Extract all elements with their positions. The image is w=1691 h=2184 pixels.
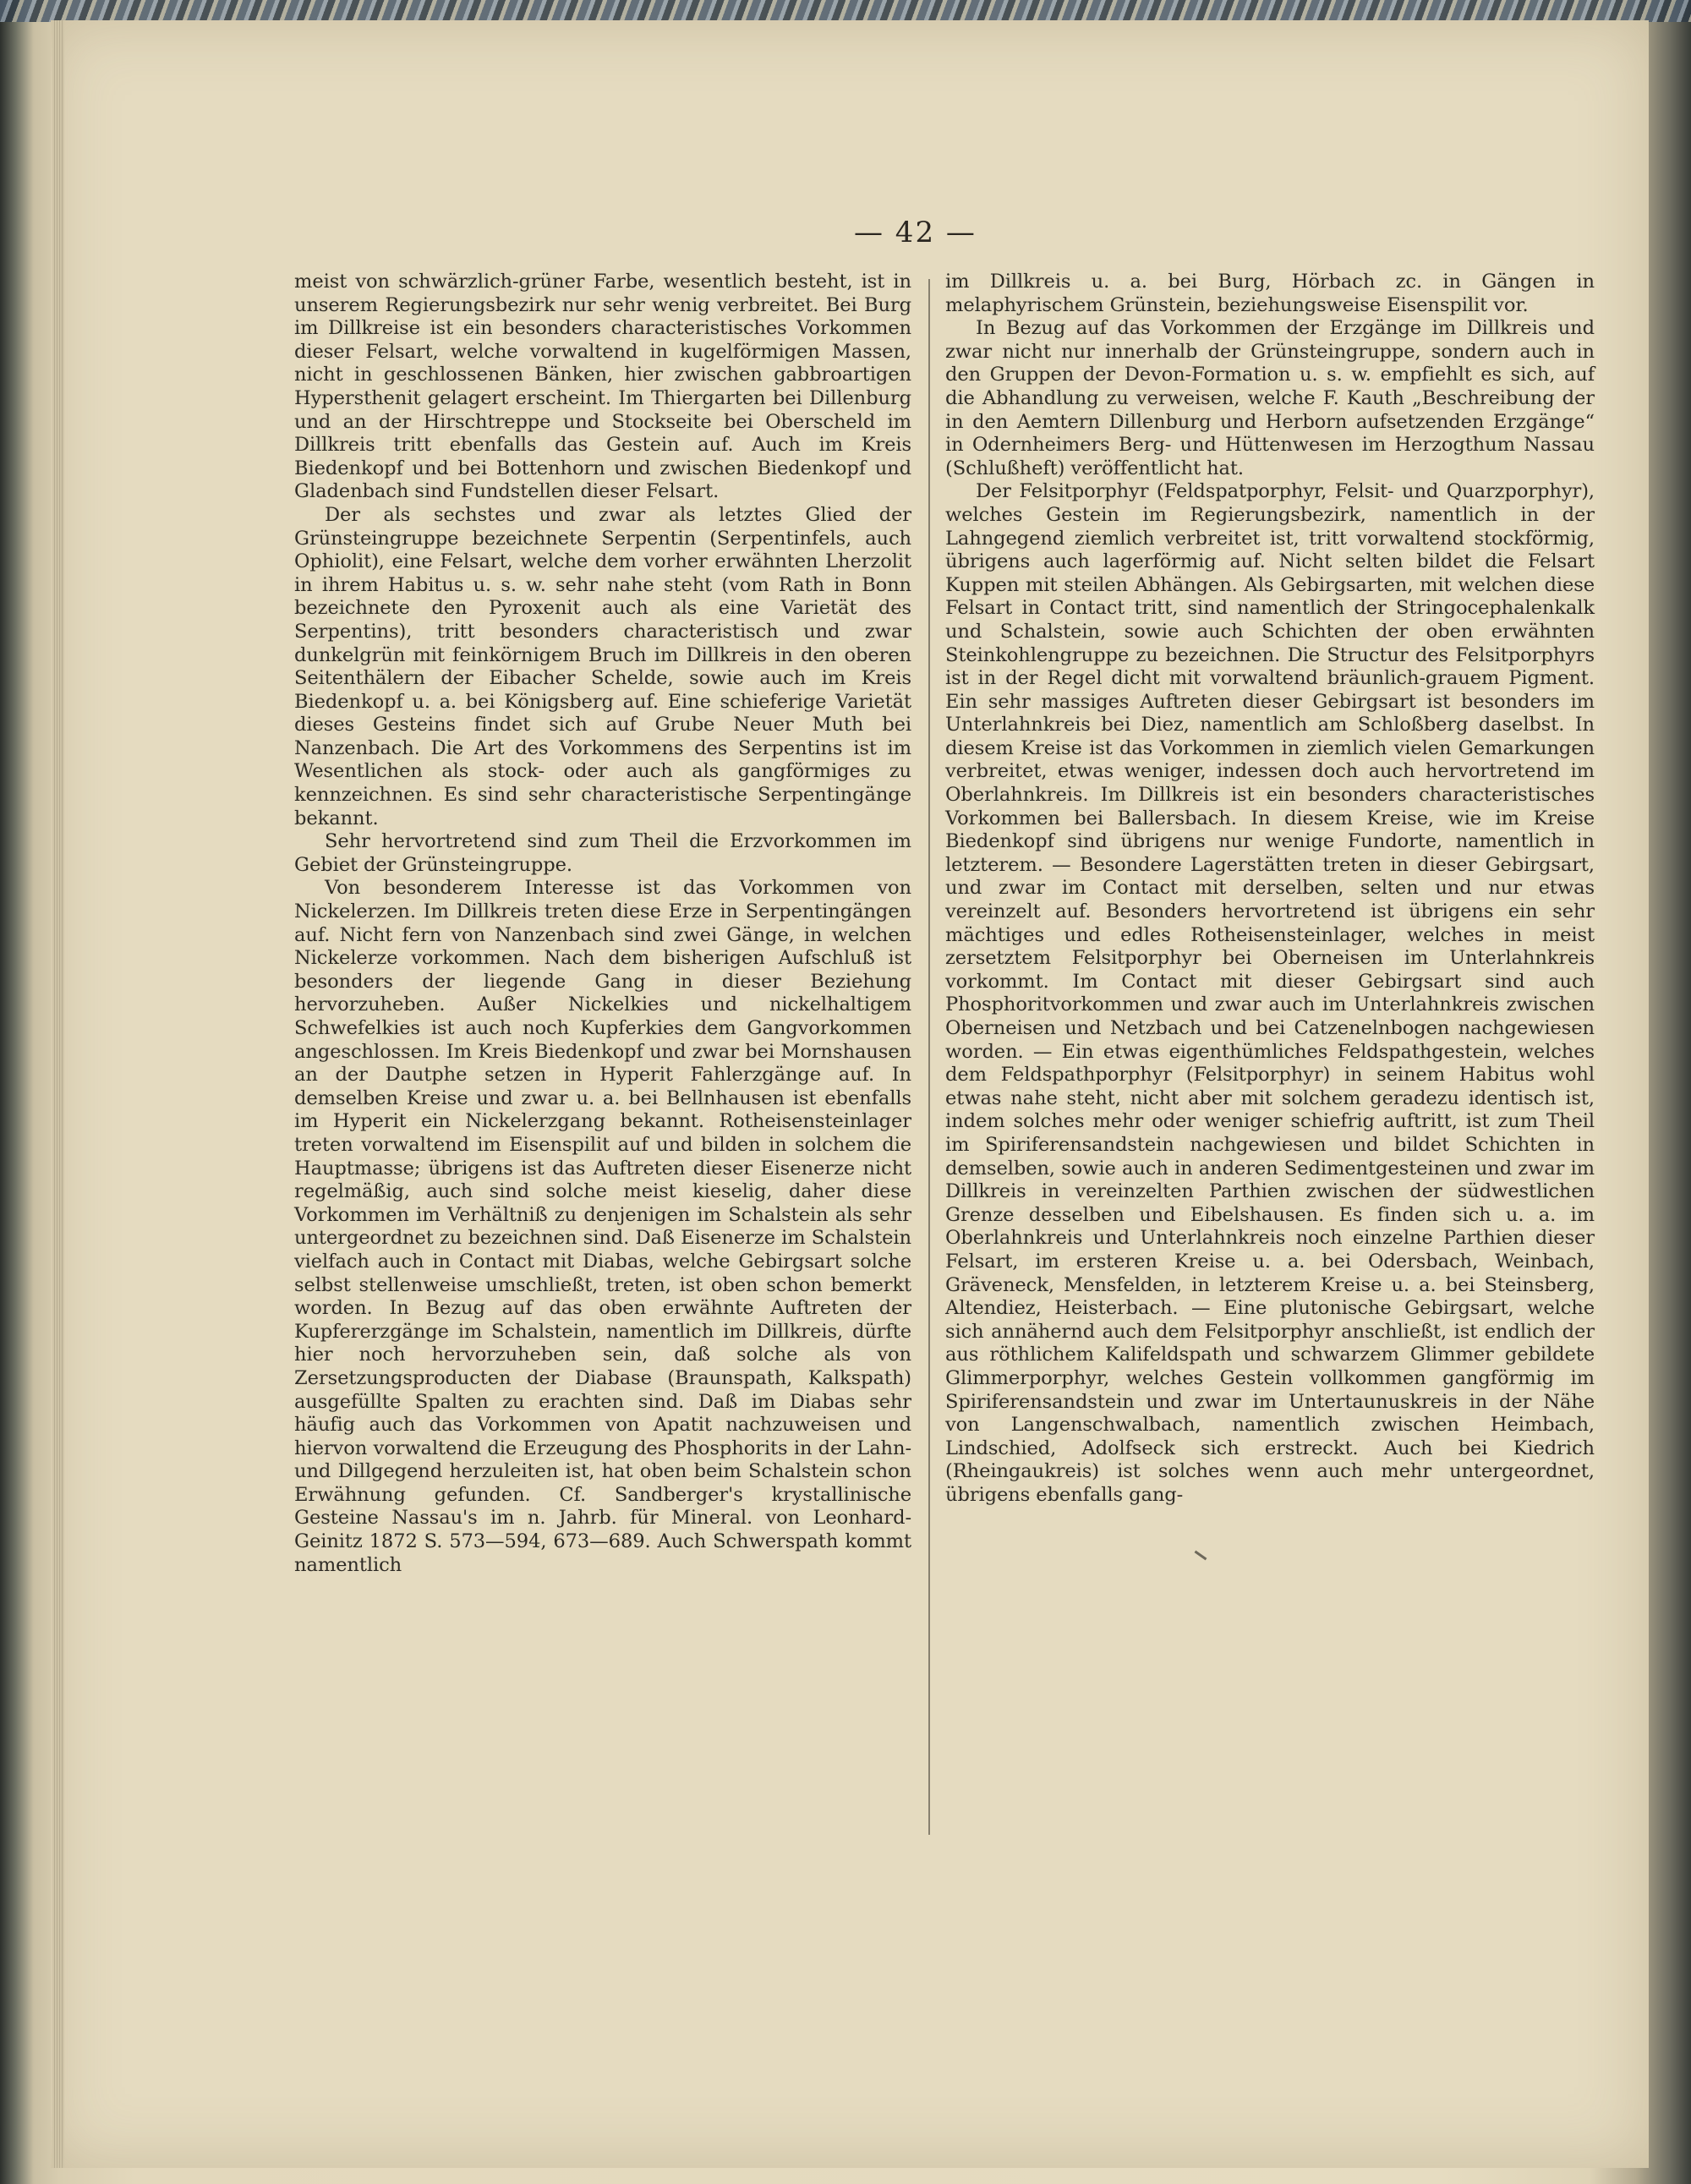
paragraph: im Dillkreis u. a. bei Burg, Hörbach zc. in Gängen in melaphyrischem Grünstein, beziehungsweise Eisenspilit vor. <box>945 271 1595 316</box>
right-column <box>945 271 1595 1843</box>
column-divider <box>928 279 930 1835</box>
paragraph: In Bezug auf das Vorkommen der Erzgänge im Dillkreis und zwar nicht nur innerhalb der Grünsteingruppe, sondern auch in den Gruppen der Devon-Formation u. s. w. empfiehlt es sich, auf die Abhandlung zu verweisen, welche F. Kauth „Beschreibung der in den Aemtern Dillenburg und Herborn aufsetzenden Erzgänge“ in Odernheimers Berg- und Hüttenwesen im Herzogthum Nassau (Schlußheft) veröffentlicht hat. <box>945 317 1595 479</box>
marbled-cover-edge <box>0 0 1691 22</box>
paragraph: Von besonderem Interesse ist das Vorkommen von Nickelerzen. Im Dillkreis treten diese Erze in Serpentingängen auf. Nicht fern von Nanzenbach sind zwei Gänge, in welchen Nickelerze vorkommen. Nach dem bisherigen Aufschluß ist besonders der liegende Gang in dieser Beziehung hervorzuheben. Außer Nickelkies und nickelhaltigem Schwefelkies ist auch noch Kupferkies dem Gangvorkommen angeschlossen. Im Kreis Biedenkopf und zwar bei Mornshausen an der Dautphe setzen in Hyperit Fahlerzgänge auf. In demselben Kreise und zwar u. a. bei Bellnhausen ist ebenfalls im Hyperit ein Nickelerzgang bekannt. Rotheisensteinlager treten vorwaltend im Eisenspilit auf und bilden in solchem die Hauptmasse; übrigens ist das Auftreten dieser Eisenerze nicht regelmäßig, auch sind solche meist kieselig, daher diese Vorkommen im Verhältniß zu denjenigen im Schalstein als sehr untergeordnet zu bezeichnen sind. Daß Eisenerze im Schalstein vielfach auch in Contact mit Diabas, welche Gebirgsart solche selbst stellenweise umschließt, treten, ist oben schon bemerkt worden. In Bezug auf das oben erwähnte Auftreten der Kupfererzgänge im Schalstein, namentlich im Dillkreis, dürfte hier noch hervorzuheben sein, daß solche als von Zersetzungsproducten der Diabase (Braunspath, Kalkspath) ausgefüllte Spalten zu erachten sind. Daß im Diabas sehr häufig auch das Vorkommen von Apatit nachzuweisen und hiervon vorwaltend die Erzeugung des Phosphorits in der Lahn- und Dillgegend herzuleiten ist, hat oben beim Schalstein schon Erwähnung gefunden. Cf. Sandberger's krystallinische Gesteine Nassau's im n. Jahrb. für Mineral. von Leonhard-Geinitz 1872 S. 573—594, 673—689. Auch Schwerspath kommt namentlich <box>294 877 911 1576</box>
left-column <box>294 271 911 1843</box>
paragraph: Der als sechstes und zwar als letztes Glied der Grünsteingruppe bezeichnete Serpentin (Serpentinfels, auch Ophiolit), eine Felsart, welche dem vorher erwähnten Lherzolit in ihrem Habitus u. s. w. sehr nahe steht (vom Rath in Bonn bezeichnete den Pyroxenit auch als eine Varietät des Serpentins), tritt besonders characteristisch und zwar dunkelgrün mit feinkörnigem Bruch im Dillkreis in den oberen Seitenthälern der Eibacher Schelde, sowie auch im Kreis Biedenkopf u. a. bei Königsberg auf. Eine schieferige Varietät dieses Gesteins findet sich auf Grube Neuer Muth bei Nanzenbach. Die Art des Vorkommens des Serpentins ist im Wesentlichen als stock- oder auch als gangförmiges zu kennzeichnen. Es sind sehr characteristische Serpentingänge bekannt. <box>294 503 911 829</box>
paragraph: Sehr hervortretend sind zum Theil die Erzvorkommen im Gebiet der Grünsteingruppe. <box>294 830 911 876</box>
paragraph: Der Felsitporphyr (Feldspatporphyr, Felsit- und Quarzporphyr), welches Gestein im Regierungsbezirk, namentlich in der Lahngegend ziemlich verbreitet ist, tritt vorwaltend stockförmig, übrigens auch lagerförmig auf. Nicht selten bildet die Felsart Kuppen mit steilen Abhängen. Als Gebirgsarten, mit welchen diese Felsart in Contact tritt, sind namentlich der Stringocephalenkalk und Schalstein, sowie auch Schichten der oben erwähnten Steinkohlengruppe zu bezeichnen. Die Structur des Felsitporphyrs ist in der Regel dicht mit vorwaltend bräunlich-grauem Pigment. Ein sehr massiges Auftreten dieser Gebirgsart ist besonders im Unterlahnkreis bei Diez, namentlich am Schloßberg daselbst. In diesem Kreise ist das Vorkommen in ziemlich vielen Gemarkungen verbreitet, etwas weniger, indessen doch auch hervortretend im Oberlahnkreis. Im Dillkreis ist ein besonders characteristisches Vorkommen bei Ballersbach. In diesem Kreise, wie im Kreise Biedenkopf sind übrigens nur wenige Fundorte, namentlich in letzterem. — Besondere Lagerstätten treten in dieser Gebirgsart, und zwar im Contact mit derselben, selten und nur etwas vereinzelt auf. Besonders hervortretend ist übrigens ein sehr mächtiges und edles Rotheisensteinlager, welches in meist zersetztem Felsitporphyr bei Oberneisen im Unterlahnkreis vorkommt. Im Contact mit dieser Gebirgsart sind auch Phosphoritvorkommen und zwar auch im Unterlahnkreis zwischen Oberneisen und Netzbach und bei Catzenelnbogen nachgewiesen worden. — Ein etwas eigenthümliches Feldspathgestein, welches dem Feldspathporphyr (Felsitporphyr) in seinem Habitus wohl etwas nahe steht, nicht aber mit solchem geradezu identisch ist, indem solches mehr oder weniger schiefrig auftritt, ist zum Theil im Spiriferensandstein nachgewiesen und bildet Schichten in demselben, sowie auch in anderen Sedimentgesteinen und zwar im Dillkreis in vereinzelten Parthien zwischen der südwestlichen Grenze desselben und Eibelshausen. Es finden sich u. a. im Oberlahnkreis und Unterlahnkreis noch einzelne Parthien dieser Felsart, im ersteren Kreise u. a. bei Odersbach, Weinbach, Gräveneck, Mensfelden, in letzterem Kreise u. a. bei Steinsberg, Altendiez, Heisterbach. — Eine plutonische Gebirgsart, welche sich annähernd auch dem Felsitporphyr anschließt, ist endlich der aus röthlichem Kalifeldspath und schwarzem Glimmer gebildete Glimmerporphyr, welches Gestein vollkommen gangförmig im Spiriferensandstein und zwar im Untertaunuskreis in der Nähe von Langenschwalbach, namentlich zwischen Heimbach, Lindschied, Adolfseck sich erstreckt. Auch bei Kiedrich (Rheingaukreis) ist solches wenn auch mehr untergeordnet, übrigens ebenfalls gang- <box>945 480 1595 1506</box>
paragraph: meist von schwärzlich-grüner Farbe, wesentlich besteht, ist in unserem Regierungsbezirk nur sehr wenig verbreitet. Bei Burg im Dillkreise ist ein besonders characteristisches Vorkommen dieser Felsart, welche vorwaltend in kugelförmigen Massen, nicht in geschlossenen Bänken, hier zwischen gabbroartigen Hypersthenit gelagert erscheint. Im Thiergarten bei Dillenburg und an der Hirschtreppe und Stockseite bei Oberscheld im Dillkreis tritt ebenfalls das Gestein auf. Auch im Kreis Biedenkopf und bei Bottenhorn und zwischen Biedenkopf und Gladenbach sind Fundstellen dieser Felsart. <box>294 271 911 503</box>
page-stack-edge <box>52 20 64 2168</box>
page-number: — 42 — <box>854 216 977 249</box>
